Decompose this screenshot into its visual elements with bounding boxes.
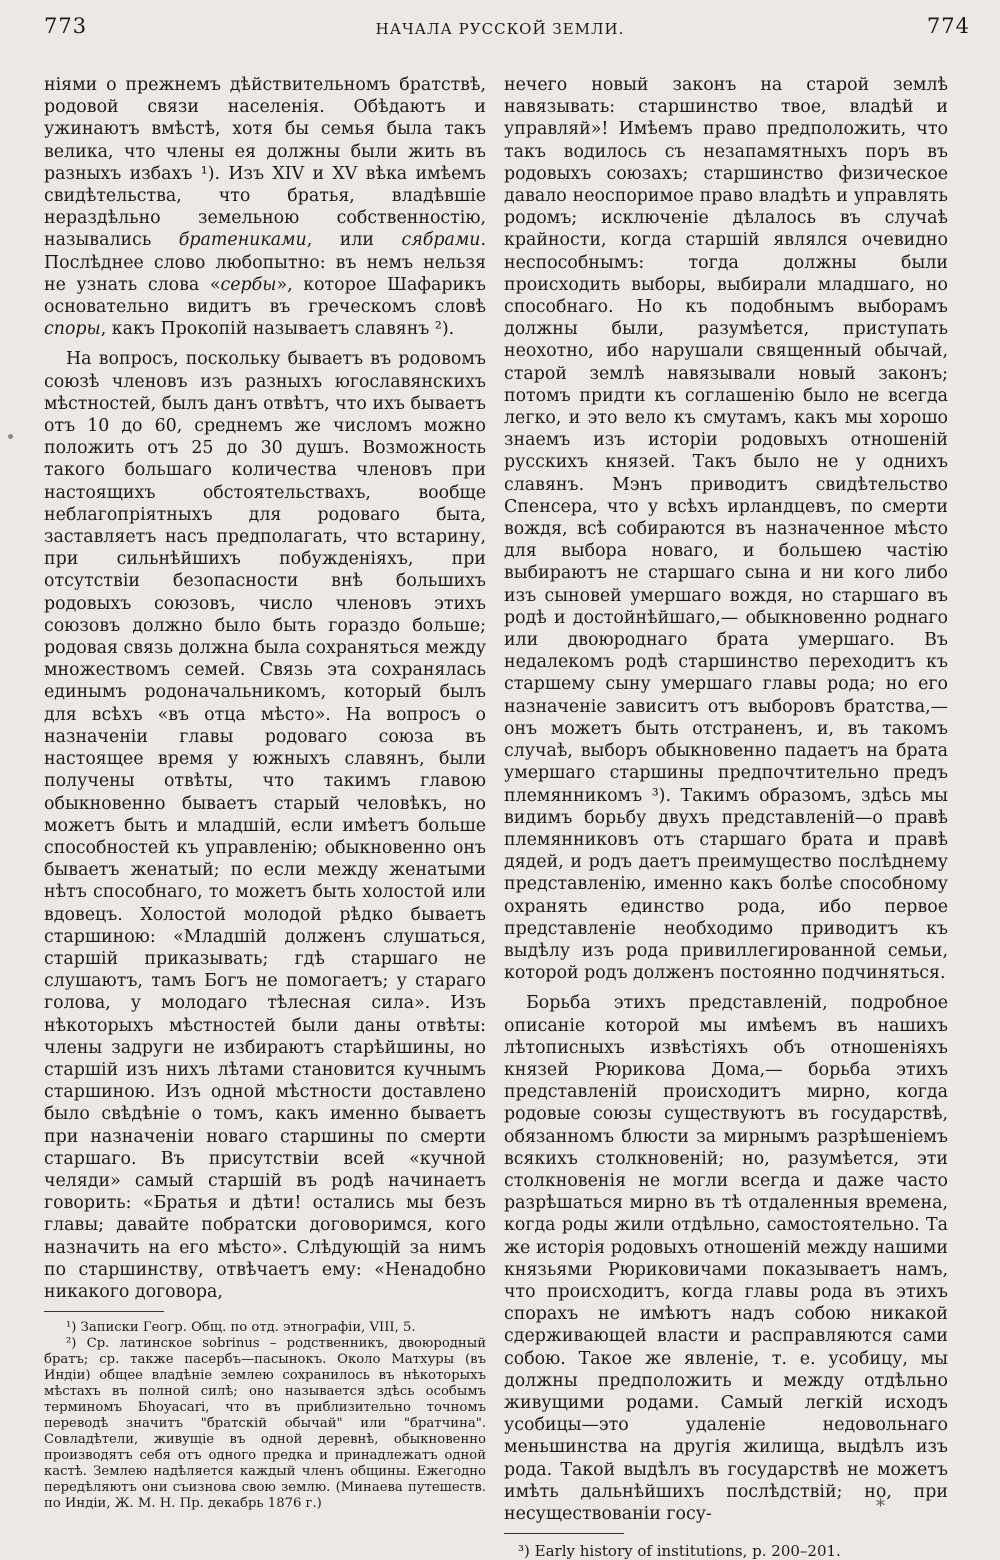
term-serby: сербы xyxy=(220,274,277,295)
footnote-1: ¹) Записки Геогр. Общ. по отд. этнографіи, VIII, 5. xyxy=(66,1320,416,1336)
footnote-2: ²) Ср. латинское sobrinus – родственникъ, двоюродный братъ; ср. также пасербъ—пасынокъ. Около Матхуры (въ Индіи) общее владѣніе землею сохранилось въ нѣкоторыхъ мѣстахъ въ полной силѣ; оно называется здѣсь особымъ терминомъ Бhоуасаri, что въ приблизительно точномъ переводѣ значитъ "братскій обычай" или "братчина". Совладѣтели, живущіе въ одной деревнѣ, обыкновенно производятъ себя отъ одного предка и принадлежатъ одной кастѣ. Землею надѣляется каждый членъ общины. Ежегодно передѣляютъ они съизнова свою землю. (Минаева путешеств. по Индіи, Ж. М. Н. Пр. декабрь 1876 г.) xyxy=(44,1336,486,1512)
page-speck xyxy=(8,434,13,439)
left-paragraph-2: На вопросъ, поскольку бываетъ въ родовомъ союзѣ членовъ изъ разныхъ югославянскихъ мѣстностей, былъ данъ отвѣтъ, что ихъ бываетъ отъ 10 до 60, среднемъ же числомъ можно положить отъ 25 до 30 душъ. Возможность такого большаго количества членовъ при настоящихъ обстоятельствахъ, вообще неблагопріятныхъ для родоваго быта, заставляетъ насъ предполагать, что встарину, при сильнѣйшихъ побужденіяхъ, при отсутствіи безопасности внѣ большихъ родовыхъ союзовъ, число членовъ этихъ союзовъ должно было быть гораздо больше; родовая связь должна была сохраняться между множествомъ семей. Связь эта сохранялась единымъ родоначальникомъ, который былъ для всѣхъ «въ отца мѣсто». На вопросъ о назначеніи главы родоваго союза въ настоящее время у южныхъ славянъ, были получены отвѣты, что такимъ главою обыкновенно бываетъ старый человѣкъ, но можетъ быть и младшій, если имѣетъ больше способностей къ управленію; обыкновенно онъ бываетъ женатый; по если между женатыми нѣтъ способнаго, то можетъ быть холостой или вдовецъ. Холостой молодой рѣдко бываетъ старшиною: «Младшій долженъ слушаться, старшій приказывать; гдѣ старшаго не слушаютъ, тамъ Богъ не помогаетъ; у стараго голова, у молодаго тѣлесная сила». Изъ нѣкоторыхъ мѣстностей были даны отвѣты: члены задруги не избираютъ старѣйшины, но старшій изъ нихъ лѣтами становится кучнымъ старшиною. Изъ одной мѣстности доставлено было свѣдѣніе о томъ, какъ именно бываетъ при назначеніи новаго старшины по смерти старшаго. Въ присутствіи всей «кучной челяди» самый старшій въ родѣ начинаетъ говорить: «Братья и дѣти! остались мы безъ главы; давайте побратски договоримся, кого назначить на его мѣсто». Слѣдующій за нимъ по старшинству, отвѣчаетъ ему: «Ненадобно никакого договора, xyxy=(44,349,486,1302)
right-column xyxy=(504,74,948,1560)
term-bratenikami: братениками xyxy=(178,230,307,251)
page-number-left: 773 xyxy=(44,14,88,38)
left-paragraph-1 xyxy=(44,74,486,340)
left-paragraph-1-text-c: . Послѣднее слово любопытно: въ немъ нельзя не узнать слова « xyxy=(44,230,487,295)
signature-mark: * xyxy=(876,1496,885,1517)
term-spory: споры xyxy=(44,319,101,340)
footnote-3: ³) Early history of institutions, p. 200–201. xyxy=(518,1542,841,1560)
left-column xyxy=(44,74,486,1512)
left-paragraph-1-text: ніями о прежнемъ дѣйствительномъ братствѣ, родовой связи населенія. Обѣдаютъ и ужинаютъ вмѣстѣ, хотя бы семья была такъ велика, что члены ея должны были жить въ разныхъ избахъ ¹). Изъ XIV и XV вѣка имѣемъ свидѣтельства, что братья, владѣвшіе нераздѣльно земельною собственностію, назывались xyxy=(44,75,486,251)
left-paragraph-1-text-d: », которое Шафарикъ основательно видитъ въ греческомъ словѣ xyxy=(44,274,486,318)
running-title: НАЧАЛА РУССКОЙ ЗЕМЛИ. xyxy=(375,20,625,38)
left-paragraph-1-text-b: , или xyxy=(306,230,374,251)
right-paragraph-1: нечего новый законъ на старой землѣ навязывать: старшинство твое, владѣй и управляй»! Имѣемъ право предположить, что такъ водилось съ незапамятныхъ поръ въ родовыхъ союзахъ; старшинство физическое давало неоспоримое право владѣть и управлять родомъ; исключеніе дѣлалось въ случаѣ крайности, когда старшій являлся очевидно неспособнымъ: тогда должны были происходить выборы, выбирали младшаго, но способнаго. Но къ подобнымъ выборамъ должны были, разумѣется, приступать неохотно, ибо нарушали священный обычай, старой землѣ навязывали новый законъ; потомъ придти къ соглашенію было не всегда легко, и это вело къ смутамъ, какъ мы хорошо знаемъ изъ исторіи родовыхъ отношеній русскихъ князей. Такъ было не у однихъ славянъ. Мэнъ приводитъ свидѣтельство Спенсера, что у всѣхъ ирландцевъ, по смерти вождя, всѣ собираются въ назначенное мѣсто для выбора новаго, и большею частію выбираютъ не старшаго сына и ни кого либо изъ сыновей умершаго вождя, но старшаго въ родѣ и достойнѣйшаго,— обыкновенно роднаго или двоюроднаго брата умершаго. Въ недалекомъ родѣ старшинство переходитъ къ старшему сыну умершаго главы рода; но его назначеніе зависитъ отъ выборовъ братства,—онъ можетъ быть отстраненъ, и, въ такомъ случаѣ, выборъ обыкновенно падаетъ на брата умершаго старшины предпочтительно предъ племянникомъ ³). Такимъ образомъ, здѣсь мы видимъ борьбу двухъ представленій—о правѣ племянниковъ отъ старшаго брата и правѣ дядей, и родъ даетъ преимущество послѣднему представленію, именно какъ болѣе способному охранять единство рода, ибо первое представленіе необходимо приводитъ къ выдѣлу изъ рода привиллегированной семьи, которой родъ долженъ постоянно подчиняться. xyxy=(504,75,948,984)
right-paragraph-2: Борьба этихъ представленій, подробное описаніе которой мы имѣемъ въ нашихъ лѣтописныхъ извѣстіяхъ объ отношеніяхъ князей Рюрикова Дома,— борьба этихъ представленій происходитъ мирно, когда родовые союзы существуютъ въ государствѣ, обязанномъ блюсти за мирнымъ разрѣшеніемъ всякихъ столкновеній; но, разумѣется, эти столкновенія не могли всегда и даже часто разрѣшаться мирно въ тѣ отдаленныя времена, когда роды жили отдѣльно, самостоятельно. Та же исторія родовыхъ отношеній между нашими князьями Рюриковичами показываетъ намъ, что происходитъ, когда главы рода въ этихъ спорахъ не имѣютъ надъ собою никакой сдерживающей власти и расправляются сами собою. Такое же явленіе, т. е. усобицу, мы должны предположить и между отдѣльно живущими родами. Самый легкій исходъ усобицы—это удаленіе недовольнаго меньшинства на другія жилища, выдѣлъ изъ рода. Такой выдѣлъ въ государствѣ не можетъ имѣть дальнѣйшихъ послѣдствій; но, при несуществованіи госу- xyxy=(504,993,948,1524)
left-paragraph-1-text-e: , какъ Прокопій называетъ славянъ ²). xyxy=(100,319,455,340)
footnote-rule-left xyxy=(44,1311,164,1312)
footnote-rule-right xyxy=(504,1533,624,1534)
page-number-right: 774 xyxy=(926,14,970,38)
term-syabrami: сябрами xyxy=(401,230,481,251)
